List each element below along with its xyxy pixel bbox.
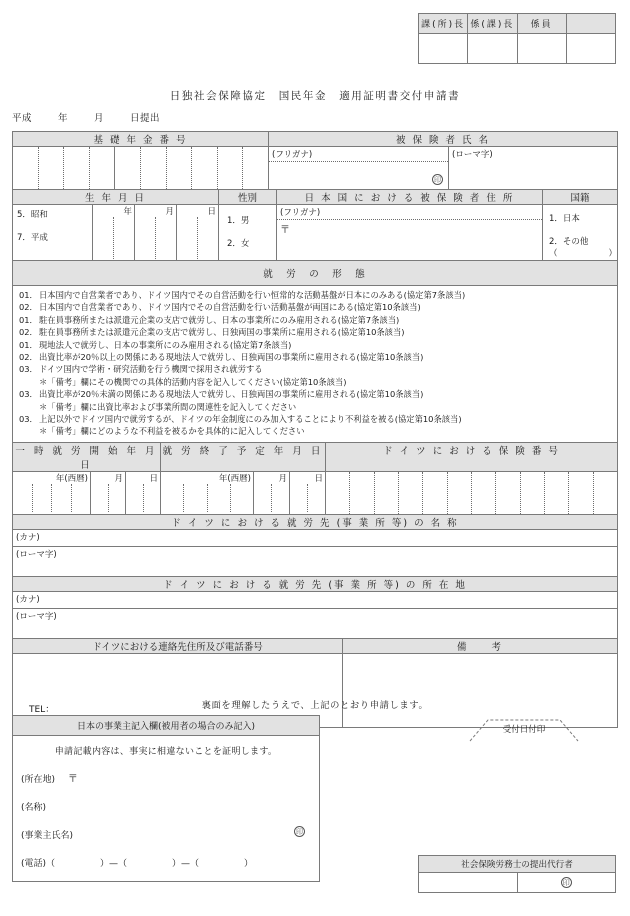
employment-option-note: ＊「備考」欄にどのような不利益を被るかを具体的に記入してください xyxy=(39,426,305,437)
pension-name-section xyxy=(12,131,618,190)
insured-name-kana-field[interactable] xyxy=(269,147,449,190)
nationality-select[interactable] xyxy=(542,205,617,261)
employment-option[interactable]: 01．現地法人で就労し、日本の事業所にのみ雇用される(協定第7条該当) xyxy=(19,339,292,350)
postal-code-mark: 〒 xyxy=(280,225,290,236)
kana-label: (カナ) xyxy=(16,532,40,543)
year-label[interactable]: 年 xyxy=(58,113,69,124)
declaration-text: 裏面を理解したうえで、上記のとおり申請します。 xyxy=(201,700,429,711)
employment-option[interactable]: 01．日本国内で自営業者であり、ドイツ国内でその自営活動を行い恒常的な活動基盤が日本にのみある(協定第7条該当) xyxy=(19,290,466,300)
gender-option-male[interactable]: 1．男 xyxy=(227,216,250,226)
nationality-other-blank[interactable]: （ ） xyxy=(548,249,617,259)
agent-name-field[interactable] xyxy=(419,873,518,893)
employer-owner-label: (事業主氏名) xyxy=(21,831,74,841)
work-period-section xyxy=(12,442,618,515)
romaji-label: (ローマ字) xyxy=(452,150,493,160)
employer-name-label: (名称) xyxy=(21,803,47,813)
pension-number-input[interactable] xyxy=(13,147,269,190)
work-start-day-input[interactable] xyxy=(126,471,161,514)
era-option-showa[interactable]: 5．昭和 xyxy=(17,210,48,220)
remarks-field[interactable] xyxy=(343,653,618,727)
insured-name-header: 被 保 険 者 氏 名 xyxy=(269,132,618,147)
day-label: 日 xyxy=(149,473,158,484)
work-end-date-header: 就 労 終 了 予 定 年 月 日 xyxy=(161,442,326,471)
birth-month-input[interactable] xyxy=(135,205,177,261)
month-label: 月 xyxy=(114,473,123,484)
main-form xyxy=(12,131,618,728)
birth-day-input[interactable] xyxy=(177,205,219,261)
approval-stamp-cell[interactable] xyxy=(517,34,566,64)
employment-option-note: ＊「備考」欄に出資比率および事業所間の関連性を記入してください xyxy=(39,401,297,412)
employment-option[interactable]: 03．ドイツ国内で学術・研究活動を行う機関で採用され就労する xyxy=(19,364,263,375)
labor-consultant-agent-box xyxy=(418,855,616,893)
employer-tel-label: (電話)（ ）—（ ）—（ ） xyxy=(21,859,254,869)
approval-stamp-cell[interactable] xyxy=(419,34,468,64)
approval-stamp-cell[interactable] xyxy=(566,34,615,64)
employment-option-note: ＊「備考」欄にその機関での具体的活動内容を記入してください(協定第10条該当) xyxy=(39,376,347,387)
approval-column-header: 係(課)長 xyxy=(468,14,517,34)
employment-option[interactable]: 01．駐在員事務所または派遣元企業の支店で就労し、日本の事業所にのみ雇用される(協定第7条該当) xyxy=(19,314,400,325)
employer-name-field[interactable] xyxy=(21,800,311,813)
era-option-heisei[interactable]: 7．平成 xyxy=(17,233,48,243)
approval-stamp-box xyxy=(418,13,616,64)
month-label[interactable]: 月 xyxy=(94,113,105,124)
remarks-header: 備 考 xyxy=(343,638,618,653)
day-label[interactable]: 日提出 xyxy=(130,113,161,124)
employer-owner-field[interactable] xyxy=(21,828,311,841)
romaji-label: (ローマ字) xyxy=(16,611,57,622)
furigana-label: (フリガナ) xyxy=(277,205,542,220)
approval-column-header xyxy=(566,14,615,34)
month-label: 月 xyxy=(165,207,174,217)
day-label: 日 xyxy=(207,207,216,217)
employer-address-field[interactable] xyxy=(21,770,311,785)
employer-tel-field[interactable] xyxy=(21,856,311,869)
employment-option[interactable]: 02．出資比率が20％以上の関係にある現地法人で就労し、日独両国の事業所に雇用される(協定第10条該当) xyxy=(19,352,424,363)
workplace-address-section xyxy=(12,576,618,639)
workplace-name-header: ド イ ツ に お け る 就 労 先 (事 業 所 等) の 名 称 xyxy=(13,514,618,529)
furigana-label: (フリガナ) xyxy=(269,147,448,162)
era-select[interactable] xyxy=(13,205,93,261)
seal-icon: 印 xyxy=(562,879,570,887)
year-label: 年(西暦) xyxy=(218,473,251,484)
form-title: 日独社会保障協定 国民年金 適用証明書交付申請書 xyxy=(169,90,461,102)
work-start-month-input[interactable] xyxy=(91,471,126,514)
birth-gender-address-section xyxy=(12,189,618,261)
employment-type-section xyxy=(12,260,618,443)
agent-box-header: 社会保険労務士の提出代行者 xyxy=(419,856,616,873)
employment-option[interactable]: 02．駐在員事務所または派遣元企業の支店で就労し、日独両国の事業所に雇用される(協定第10条該当) xyxy=(19,327,405,338)
approval-column-header: 係員 xyxy=(517,14,566,34)
birth-year-input[interactable] xyxy=(93,205,135,261)
year-label: 年 xyxy=(123,207,132,217)
workplace-address-kana-field[interactable] xyxy=(13,591,618,608)
pension-number-header: 基 礎 年 金 番 号 xyxy=(13,132,269,147)
address-field[interactable] xyxy=(277,205,543,261)
work-start-year-input[interactable] xyxy=(13,471,91,514)
birthdate-header: 生 年 月 日 xyxy=(13,190,219,205)
month-label: 月 xyxy=(278,473,287,484)
approval-stamp-cell[interactable] xyxy=(468,34,517,64)
employer-certification-text: 申請記載内容は、事実に相違ないことを証明します。 xyxy=(54,747,278,757)
employer-address-label: (所在地) xyxy=(21,775,56,785)
employer-declaration-box xyxy=(12,715,320,882)
kana-label: (カナ) xyxy=(16,594,40,605)
work-end-year-input[interactable] xyxy=(161,471,254,514)
receipt-date-stamp-area[interactable] xyxy=(468,718,580,744)
postal-code-mark: 〒 xyxy=(67,774,78,785)
insured-name-romaji-field[interactable] xyxy=(449,147,618,190)
romaji-label: (ローマ字) xyxy=(16,549,57,560)
agent-seal-cell[interactable] xyxy=(517,873,616,893)
workplace-name-kana-field[interactable] xyxy=(13,529,618,546)
seal-icon: 印 xyxy=(434,176,441,184)
nationality-option-other[interactable]: 2．その他 xyxy=(548,237,589,247)
employment-option[interactable]: 03．上記以外でドイツ国内で就労するが、ドイツの年金制度にのみ加入することにより不利益を被る(協定第10条該当) xyxy=(19,414,462,425)
work-start-date-header: 一 時 就 労 開 始 年 月 日 xyxy=(13,442,161,471)
gender-header: 性別 xyxy=(219,190,277,205)
employer-box-header: 日本の事業主記入欄(被用者の場合のみ記入) xyxy=(13,716,320,736)
submission-date-line xyxy=(12,110,160,124)
german-insurance-number-header: ド イ ツ に お け る 保 険 番 号 xyxy=(326,442,618,471)
work-end-month-input[interactable] xyxy=(254,471,290,514)
approval-column-header: 課(所)長 xyxy=(419,14,468,34)
address-header: 日 本 国 に お け る 被 保 険 者 住 所 xyxy=(277,190,543,205)
work-end-day-input[interactable] xyxy=(290,471,326,514)
nationality-option-japan[interactable]: 1．日本 xyxy=(548,214,580,224)
workplace-address-romaji-field[interactable] xyxy=(13,608,618,638)
contact-header: ドイツにおける連絡先住所及び電話番号 xyxy=(13,638,343,653)
german-insurance-number-input[interactable] xyxy=(326,471,618,514)
employment-type-list xyxy=(13,286,617,442)
receipt-stamp-label: 受付日付印 xyxy=(502,725,546,735)
gender-select[interactable] xyxy=(219,205,277,261)
era-label: 平成 xyxy=(12,113,33,124)
tel-label: TEL： xyxy=(29,704,55,715)
workplace-name-romaji-field[interactable] xyxy=(13,546,618,576)
employment-option[interactable]: 02．日本国内で自営業者であり、ドイツ国内でその自営活動を行い活動基盤が両国にある(協定第10条該当) xyxy=(19,302,421,313)
workplace-address-header: ド イ ツ に お け る 就 労 先 (事 業 所 等) の 所 在 地 xyxy=(13,576,618,591)
nationality-header: 国籍 xyxy=(542,190,617,205)
day-label: 日 xyxy=(314,473,323,484)
employment-option[interactable]: 03．出資比率が20％未満の関係にある現地法人で就労し、日独両国の事業所に雇用される(協定第10条該当) xyxy=(19,389,424,400)
workplace-name-section xyxy=(12,514,618,577)
employment-type-header: 就 労 の 形 態 xyxy=(13,261,618,286)
year-label: 年(西暦) xyxy=(55,473,88,484)
gender-option-female[interactable]: 2．女 xyxy=(227,239,250,249)
seal-icon: 印 xyxy=(296,828,303,836)
